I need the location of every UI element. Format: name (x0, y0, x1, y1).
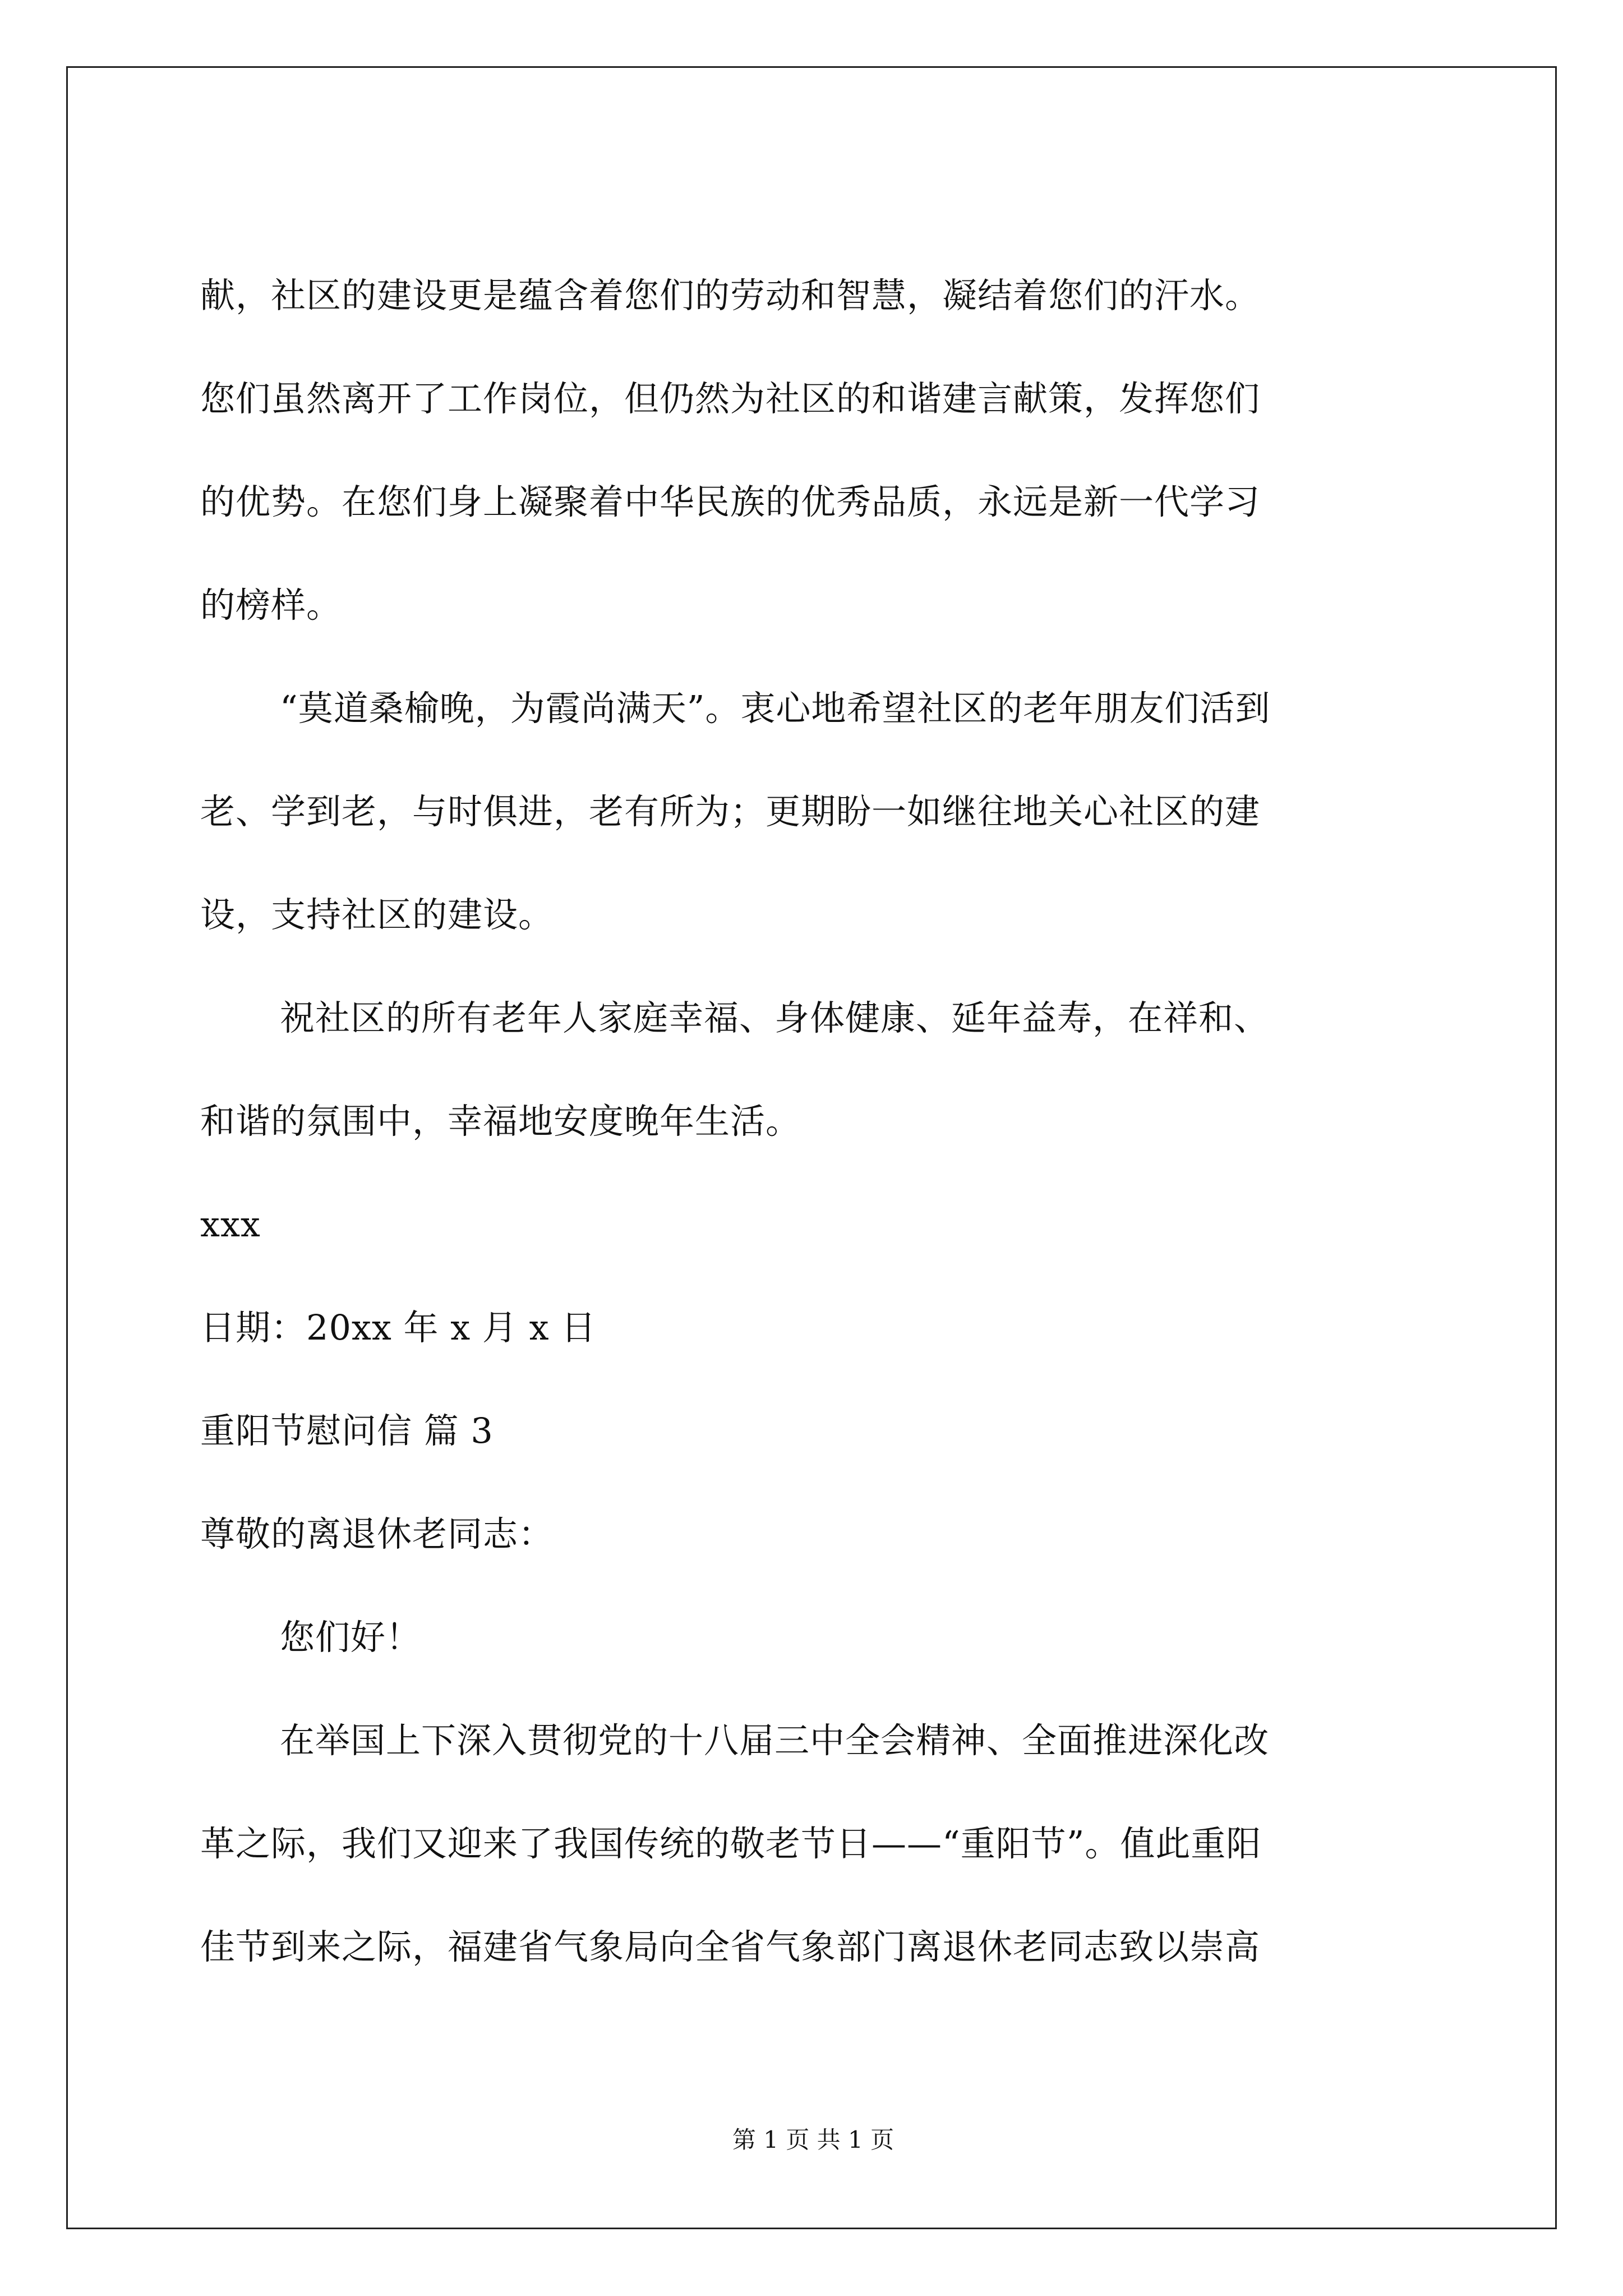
salutation: 尊敬的离退休老同志： (200, 1513, 554, 1554)
page-footer: 第 1 页 共 1 页 (732, 2126, 895, 2154)
greeting: 您们好！ (280, 1617, 422, 1658)
text-line-9: 和谐的氛围中，幸福地安度晚年生活。 (200, 1101, 801, 1142)
text-line-2: 您们虽然离开了工作岗位，但仍然为社区的和谐建言献策，发挥您们 (200, 378, 1261, 419)
text-line-1: 献，社区的建设更是蕴含着您们的劳动和智慧，凝结着您们的汗水。 (200, 275, 1261, 316)
page-frame (66, 66, 1557, 2229)
text-line-16: 革之际，我们又迎来了我国传统的敬老节日——“重阳节”。值此重阳 (200, 1823, 1262, 1864)
text-line-7: 设，支持社区的建设。 (200, 894, 554, 935)
text-line-6: 老、学到老，与时俱进，老有所为；更期盼一如继往地关心社区的建 (200, 791, 1261, 832)
text-line-4: 的榜样。 (200, 585, 342, 625)
date-line: 日期：20xx 年 x 月 x 日 (200, 1307, 597, 1348)
signature-line: xxx (200, 1204, 261, 1245)
text-line-15: 在举国上下深入贯彻党的十八届三中全会精神、全面推进深化改 (280, 1720, 1270, 1761)
text-line-8: 祝社区的所有老年人家庭幸福、身体健康、延年益寿，在祥和、 (280, 997, 1270, 1038)
text-line-3: 的优势。在您们身上凝聚着中华民族的优秀品质，永远是新一代学习 (200, 481, 1261, 522)
text-line-17: 佳节到来之际，福建省气象局向全省气象部门离退休老同志致以崇高 (200, 1926, 1261, 1967)
section-title: 重阳节慰问信 篇 3 (200, 1410, 494, 1451)
text-line-5: “莫道桑榆晚，为霞尚满天”。衷心地希望社区的老年朋友们活到 (280, 688, 1271, 729)
